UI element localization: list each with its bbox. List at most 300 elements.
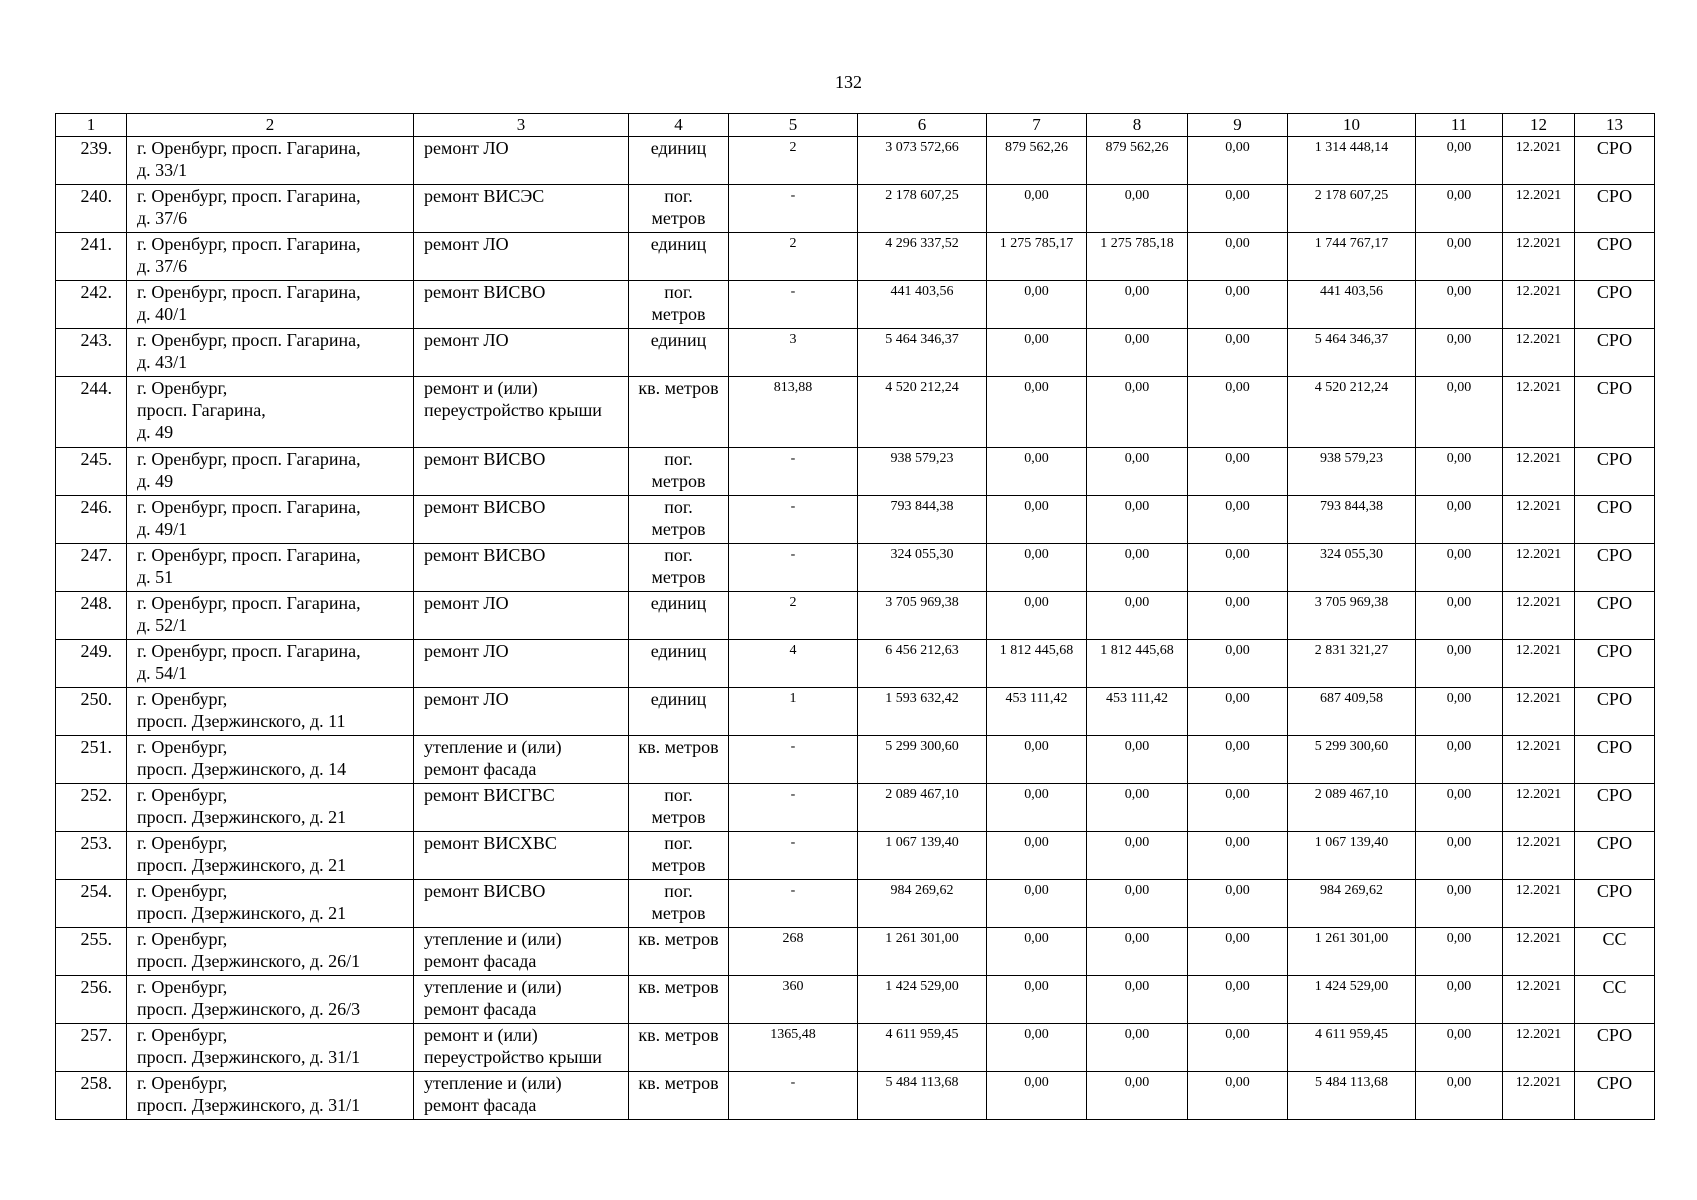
- total-cost-cell: [858, 329, 987, 377]
- page-number: 132: [835, 72, 862, 92]
- work-type-cell: [414, 688, 629, 736]
- address-cell-line: г. Оренбург,: [137, 833, 228, 853]
- column-10-cell-line: 3 705 969,38: [1314, 595, 1389, 610]
- executor-cell-line: СРО: [1596, 378, 1633, 398]
- column-11-cell-line: 0,00: [1446, 595, 1472, 610]
- quantity-cell-line: -: [790, 835, 796, 850]
- column-number: 12: [1503, 114, 1575, 137]
- total-cost-cell-line: 324 055,30: [890, 547, 954, 562]
- table-row: [56, 832, 1655, 880]
- column-10-cell-line: 938 579,23: [1320, 451, 1383, 466]
- column-number: 8: [1087, 114, 1188, 137]
- total-cost-cell-line: 938 579,23: [890, 451, 954, 466]
- table-row: [56, 1024, 1655, 1072]
- column-7-cell: [987, 496, 1087, 544]
- executor-cell: [1575, 281, 1655, 329]
- quantity-cell: [729, 784, 858, 832]
- column-7-cell-line: 453 111,42: [1005, 691, 1068, 706]
- column-8-cell-line: 0,00: [1124, 595, 1150, 610]
- column-9-cell-line: 0,00: [1225, 883, 1250, 898]
- deadline-cell: [1503, 832, 1575, 880]
- executor-cell: [1575, 1072, 1655, 1120]
- column-number: 13: [1575, 114, 1655, 137]
- row-number-line: 241.: [80, 234, 112, 254]
- column-9-cell: [1188, 640, 1288, 688]
- unit-cell-line: единиц: [650, 593, 707, 613]
- unit-cell-line: единиц: [650, 330, 707, 350]
- quantity-cell: [729, 880, 858, 928]
- executor-cell-line: СРО: [1596, 497, 1633, 517]
- address-cell-line: г. Оренбург,: [137, 378, 228, 398]
- total-cost-cell-line: 6 456 212,63: [885, 643, 959, 658]
- column-8-cell: [1087, 496, 1188, 544]
- column-9-cell-line: 0,00: [1225, 1027, 1250, 1042]
- deadline-cell-line: 12.2021: [1515, 284, 1562, 299]
- column-10-cell-line: 441 403,56: [1320, 284, 1383, 299]
- row-number: [56, 976, 127, 1024]
- row-number-line: 246.: [80, 497, 112, 517]
- quantity-cell-line: 360: [782, 979, 804, 994]
- column-11-cell: [1416, 592, 1503, 640]
- deadline-cell-line: 12.2021: [1515, 332, 1562, 347]
- table-row: [56, 137, 1655, 185]
- unit-cell-line: пог.: [664, 785, 693, 805]
- column-11-cell-line: 0,00: [1446, 739, 1472, 754]
- unit-cell-line: метров: [651, 855, 706, 875]
- column-9-cell: [1188, 688, 1288, 736]
- work-type-cell-line: переустройство крыши: [424, 1047, 602, 1067]
- executor-cell: [1575, 496, 1655, 544]
- address-cell: [127, 496, 414, 544]
- column-11-cell: [1416, 233, 1503, 281]
- row-number-line: 250.: [80, 689, 112, 709]
- unit-cell: [629, 832, 729, 880]
- work-type-cell-line: ремонт ВИСВО: [424, 282, 546, 302]
- executor-cell-line: СРО: [1596, 881, 1633, 901]
- executor-cell: [1575, 928, 1655, 976]
- deadline-cell-line: 12.2021: [1515, 236, 1562, 251]
- column-8-cell-line: 0,00: [1124, 499, 1150, 514]
- address-cell-line: г. Оренбург, просп. Гагарина,: [137, 282, 361, 302]
- unit-cell-line: пог.: [664, 881, 693, 901]
- unit-cell-line: метров: [651, 903, 706, 923]
- column-10-cell: [1288, 976, 1416, 1024]
- column-10-cell: [1288, 928, 1416, 976]
- row-number: [56, 928, 127, 976]
- address-cell-line: просп. Дзержинского, д. 31/1: [137, 1095, 361, 1115]
- work-type-cell: [414, 880, 629, 928]
- row-number-line: 247.: [80, 545, 112, 565]
- column-9-cell-line: 0,00: [1225, 236, 1250, 251]
- unit-cell: [629, 736, 729, 784]
- column-11-cell: [1416, 1072, 1503, 1120]
- unit-cell-line: метров: [651, 471, 706, 491]
- column-11-cell: [1416, 784, 1503, 832]
- column-10-cell-line: 687 409,58: [1320, 691, 1383, 706]
- column-11-cell-line: 0,00: [1446, 236, 1472, 251]
- executor-cell: [1575, 736, 1655, 784]
- column-8-cell-line: 0,00: [1124, 451, 1150, 466]
- quantity-cell: [729, 544, 858, 592]
- executor-cell-line: СС: [1602, 977, 1627, 997]
- column-number-row: [56, 114, 1655, 137]
- address-cell-line: просп. Дзержинского, д. 21: [137, 855, 347, 875]
- table-row: [56, 736, 1655, 784]
- executor-cell-line: СРО: [1596, 545, 1633, 565]
- column-10-cell: [1288, 1072, 1416, 1120]
- quantity-cell-line: -: [790, 188, 796, 203]
- work-type-cell: [414, 281, 629, 329]
- quantity-cell-line: -: [790, 284, 796, 299]
- column-number: 11: [1416, 114, 1503, 137]
- column-9-cell-line: 0,00: [1225, 643, 1250, 658]
- address-cell-line: просп. Гагарина,: [137, 400, 266, 420]
- executor-cell-line: СС: [1602, 929, 1627, 949]
- column-9-cell: [1188, 1024, 1288, 1072]
- unit-cell: [629, 233, 729, 281]
- column-11-cell-line: 0,00: [1446, 284, 1472, 299]
- unit-cell: [629, 1024, 729, 1072]
- deadline-cell: [1503, 592, 1575, 640]
- work-type-cell-line: ремонт ЛО: [424, 234, 509, 254]
- total-cost-cell: [858, 544, 987, 592]
- column-11-cell: [1416, 137, 1503, 185]
- address-cell-line: д. 37/6: [137, 256, 188, 276]
- column-number: 6: [858, 114, 987, 137]
- column-11-cell: [1416, 640, 1503, 688]
- address-cell-line: г. Оренбург,: [137, 737, 228, 757]
- work-type-cell: [414, 233, 629, 281]
- column-7-cell-line: 0,00: [1024, 188, 1049, 203]
- column-10-cell-line: 1 261 301,00: [1314, 931, 1389, 946]
- unit-cell: [629, 377, 729, 448]
- deadline-cell-line: 12.2021: [1515, 547, 1562, 562]
- column-8-cell: [1087, 832, 1188, 880]
- address-cell-line: просп. Дзержинского, д. 31/1: [137, 1047, 361, 1067]
- work-type-cell-line: ремонт ЛО: [424, 330, 509, 350]
- table-row: [56, 448, 1655, 496]
- column-10-cell-line: 2 089 467,10: [1314, 787, 1389, 802]
- column-10-cell: [1288, 880, 1416, 928]
- column-8-cell: [1087, 1024, 1188, 1072]
- table-row: [56, 688, 1655, 736]
- executor-cell-line: СРО: [1596, 593, 1633, 613]
- executor-cell-line: СРО: [1596, 282, 1633, 302]
- column-8-cell-line: 0,00: [1124, 1027, 1150, 1042]
- address-cell-line: г. Оренбург,: [137, 977, 228, 997]
- table-row: [56, 496, 1655, 544]
- deadline-cell: [1503, 137, 1575, 185]
- address-cell: [127, 377, 414, 448]
- unit-cell: [629, 544, 729, 592]
- executor-cell: [1575, 832, 1655, 880]
- column-10-cell: [1288, 592, 1416, 640]
- executor-cell: [1575, 688, 1655, 736]
- deadline-cell-line: 12.2021: [1515, 691, 1562, 706]
- total-cost-cell: [858, 688, 987, 736]
- column-8-cell-line: 0,00: [1124, 787, 1150, 802]
- work-type-cell-line: ремонт ВИСВО: [424, 545, 546, 565]
- deadline-cell-line: 12.2021: [1515, 739, 1562, 754]
- table-row: [56, 185, 1655, 233]
- row-number-line: 254.: [80, 881, 112, 901]
- total-cost-cell-line: 4 520 212,24: [885, 380, 959, 395]
- work-type-cell: [414, 137, 629, 185]
- column-8-cell: [1087, 784, 1188, 832]
- deadline-cell-line: 12.2021: [1515, 188, 1562, 203]
- column-10-cell-line: 324 055,30: [1320, 547, 1383, 562]
- column-9-cell-line: 0,00: [1225, 499, 1250, 514]
- work-type-cell: [414, 736, 629, 784]
- row-number-line: 242.: [80, 282, 112, 302]
- quantity-cell-line: 2: [789, 236, 797, 251]
- column-11-cell-line: 0,00: [1446, 140, 1472, 155]
- total-cost-cell-line: 3 073 572,66: [885, 140, 959, 155]
- column-9-cell-line: 0,00: [1225, 979, 1250, 994]
- unit-cell-line: единиц: [650, 138, 707, 158]
- deadline-cell: [1503, 377, 1575, 448]
- column-number: 1: [56, 114, 127, 137]
- table-row: [56, 784, 1655, 832]
- table-row: [56, 329, 1655, 377]
- executor-cell: [1575, 784, 1655, 832]
- deadline-cell: [1503, 640, 1575, 688]
- deadline-cell-line: 12.2021: [1515, 835, 1562, 850]
- work-type-cell: [414, 640, 629, 688]
- executor-cell: [1575, 592, 1655, 640]
- column-9-cell: [1188, 281, 1288, 329]
- column-8-cell-line: 879 562,26: [1105, 140, 1169, 155]
- column-7-cell-line: 1 812 445,68: [999, 643, 1074, 658]
- deadline-cell-line: 12.2021: [1515, 380, 1562, 395]
- column-7-cell-line: 0,00: [1024, 1075, 1049, 1090]
- total-cost-cell: [858, 448, 987, 496]
- quantity-cell-line: 1: [789, 691, 797, 706]
- column-10-cell: [1288, 329, 1416, 377]
- column-8-cell-line: 1 275 785,18: [1100, 236, 1174, 251]
- column-11-cell-line: 0,00: [1446, 691, 1472, 706]
- unit-cell-line: кв. метров: [638, 737, 719, 757]
- column-9-cell-line: 0,00: [1225, 380, 1250, 395]
- column-7-cell: [987, 1072, 1087, 1120]
- address-cell-line: д. 54/1: [137, 663, 188, 683]
- column-7-cell: [987, 736, 1087, 784]
- column-9-cell-line: 0,00: [1225, 787, 1250, 802]
- row-number-line: 244.: [80, 378, 112, 398]
- table-row: [56, 377, 1655, 448]
- column-10-cell-line: 984 269,62: [1320, 883, 1383, 898]
- address-cell: [127, 832, 414, 880]
- quantity-cell-line: -: [790, 883, 796, 898]
- column-9-cell-line: 0,00: [1225, 140, 1250, 155]
- table-row: [56, 928, 1655, 976]
- column-7-cell: [987, 544, 1087, 592]
- address-cell-line: г. Оренбург, просп. Гагарина,: [137, 545, 361, 565]
- address-cell-line: г. Оренбург, просп. Гагарина,: [137, 138, 361, 158]
- column-10-cell: [1288, 544, 1416, 592]
- column-8-cell: [1087, 736, 1188, 784]
- column-8-cell: [1087, 976, 1188, 1024]
- work-type-cell-line: ремонт ЛО: [424, 138, 509, 158]
- column-8-cell: [1087, 137, 1188, 185]
- row-number: [56, 281, 127, 329]
- deadline-cell: [1503, 448, 1575, 496]
- column-9-cell: [1188, 329, 1288, 377]
- total-cost-cell-line: 793 844,38: [890, 499, 954, 514]
- total-cost-cell: [858, 281, 987, 329]
- work-type-cell: [414, 1024, 629, 1072]
- executor-cell: [1575, 976, 1655, 1024]
- column-10-cell-line: 1 314 448,14: [1314, 140, 1389, 155]
- table-row: [56, 1072, 1655, 1120]
- column-9-cell: [1188, 496, 1288, 544]
- quantity-cell-line: 268: [782, 931, 804, 946]
- total-cost-cell: [858, 1072, 987, 1120]
- executor-cell-line: СРО: [1596, 833, 1633, 853]
- total-cost-cell-line: 441 403,56: [890, 284, 954, 299]
- total-cost-cell: [858, 736, 987, 784]
- unit-cell-line: метров: [651, 208, 706, 228]
- work-type-cell-line: ремонт ВИСЭС: [424, 186, 545, 206]
- column-8-cell-line: 0,00: [1124, 547, 1150, 562]
- column-11-cell: [1416, 880, 1503, 928]
- deadline-cell: [1503, 880, 1575, 928]
- deadline-cell-line: 12.2021: [1515, 931, 1562, 946]
- column-8-cell-line: 0,00: [1124, 284, 1150, 299]
- address-cell-line: д. 52/1: [137, 615, 188, 635]
- deadline-cell: [1503, 281, 1575, 329]
- unit-cell-line: пог.: [664, 449, 693, 469]
- total-cost-cell: [858, 137, 987, 185]
- column-9-cell: [1188, 544, 1288, 592]
- column-7-cell-line: 0,00: [1024, 835, 1049, 850]
- address-cell-line: просп. Дзержинского, д. 21: [137, 807, 347, 827]
- executor-cell-line: СРО: [1596, 785, 1633, 805]
- total-cost-cell: [858, 185, 987, 233]
- executor-cell: [1575, 137, 1655, 185]
- column-7-cell-line: 0,00: [1024, 284, 1049, 299]
- executor-cell-line: СРО: [1596, 737, 1633, 757]
- column-9-cell: [1188, 736, 1288, 784]
- column-11-cell-line: 0,00: [1446, 835, 1472, 850]
- column-7-cell: [987, 281, 1087, 329]
- column-7-cell: [987, 688, 1087, 736]
- column-10-cell-line: 1 067 139,40: [1314, 835, 1389, 850]
- unit-cell-line: кв. метров: [638, 977, 719, 997]
- row-number: [56, 736, 127, 784]
- column-10-cell-line: 5 464 346,37: [1314, 332, 1389, 347]
- column-11-cell: [1416, 976, 1503, 1024]
- total-cost-cell: [858, 640, 987, 688]
- row-number: [56, 688, 127, 736]
- executor-cell-line: СРО: [1596, 138, 1633, 158]
- executor-cell-line: СРО: [1596, 1073, 1633, 1093]
- work-type-cell: [414, 976, 629, 1024]
- column-11-cell-line: 0,00: [1446, 380, 1472, 395]
- address-cell-line: г. Оренбург,: [137, 1073, 228, 1093]
- quantity-cell: [729, 976, 858, 1024]
- deadline-cell: [1503, 544, 1575, 592]
- executor-cell-line: СРО: [1596, 330, 1633, 350]
- deadline-cell: [1503, 185, 1575, 233]
- deadline-cell-line: 12.2021: [1515, 883, 1562, 898]
- unit-cell: [629, 784, 729, 832]
- address-cell-line: г. Оренбург,: [137, 881, 228, 901]
- row-number-line: 248.: [80, 593, 112, 613]
- work-type-cell: [414, 185, 629, 233]
- work-type-cell: [414, 544, 629, 592]
- column-7-cell: [987, 233, 1087, 281]
- column-10-cell: [1288, 640, 1416, 688]
- column-7-cell-line: 0,00: [1024, 332, 1049, 347]
- row-number: [56, 1024, 127, 1072]
- unit-cell: [629, 688, 729, 736]
- column-8-cell-line: 0,00: [1124, 188, 1150, 203]
- executor-cell: [1575, 448, 1655, 496]
- column-8-cell: [1087, 448, 1188, 496]
- executor-cell: [1575, 185, 1655, 233]
- executor-cell: [1575, 880, 1655, 928]
- work-type-cell-line: ремонт фасада: [424, 1095, 537, 1115]
- unit-cell-line: пог.: [664, 497, 693, 517]
- column-8-cell-line: 0,00: [1124, 883, 1150, 898]
- column-7-cell: [987, 448, 1087, 496]
- quantity-cell: [729, 832, 858, 880]
- column-11-cell: [1416, 832, 1503, 880]
- column-11-cell-line: 0,00: [1446, 1027, 1472, 1042]
- unit-cell: [629, 448, 729, 496]
- column-9-cell: [1188, 137, 1288, 185]
- column-9-cell: [1188, 592, 1288, 640]
- column-7-cell: [987, 185, 1087, 233]
- column-9-cell: [1188, 976, 1288, 1024]
- column-11-cell: [1416, 736, 1503, 784]
- column-9-cell: [1188, 880, 1288, 928]
- column-11-cell: [1416, 544, 1503, 592]
- quantity-cell-line: 4: [789, 643, 797, 658]
- column-11-cell-line: 0,00: [1446, 499, 1472, 514]
- total-cost-cell-line: 2 178 607,25: [885, 188, 959, 203]
- column-7-cell: [987, 137, 1087, 185]
- column-8-cell: [1087, 640, 1188, 688]
- total-cost-cell: [858, 832, 987, 880]
- address-cell: [127, 1072, 414, 1120]
- column-9-cell-line: 0,00: [1225, 595, 1250, 610]
- total-cost-cell-line: 1 424 529,00: [885, 979, 959, 994]
- table-row: [56, 640, 1655, 688]
- work-type-cell-line: ремонт и (или): [424, 1025, 538, 1045]
- column-7-cell: [987, 377, 1087, 448]
- column-10-cell: [1288, 233, 1416, 281]
- column-9-cell: [1188, 185, 1288, 233]
- column-10-cell: [1288, 496, 1416, 544]
- executor-cell-line: СРО: [1596, 234, 1633, 254]
- column-11-cell: [1416, 1024, 1503, 1072]
- work-type-cell: [414, 1072, 629, 1120]
- deadline-cell-line: 12.2021: [1515, 643, 1562, 658]
- quantity-cell-line: -: [790, 787, 796, 802]
- quantity-cell: [729, 185, 858, 233]
- deadline-cell-line: 12.2021: [1515, 1027, 1562, 1042]
- address-cell-line: просп. Дзержинского, д. 11: [137, 711, 346, 731]
- work-type-cell-line: ремонт фасада: [424, 999, 537, 1019]
- address-cell: [127, 233, 414, 281]
- unit-cell: [629, 976, 729, 1024]
- column-11-cell-line: 0,00: [1446, 931, 1472, 946]
- address-cell: [127, 688, 414, 736]
- unit-cell: [629, 281, 729, 329]
- address-cell: [127, 880, 414, 928]
